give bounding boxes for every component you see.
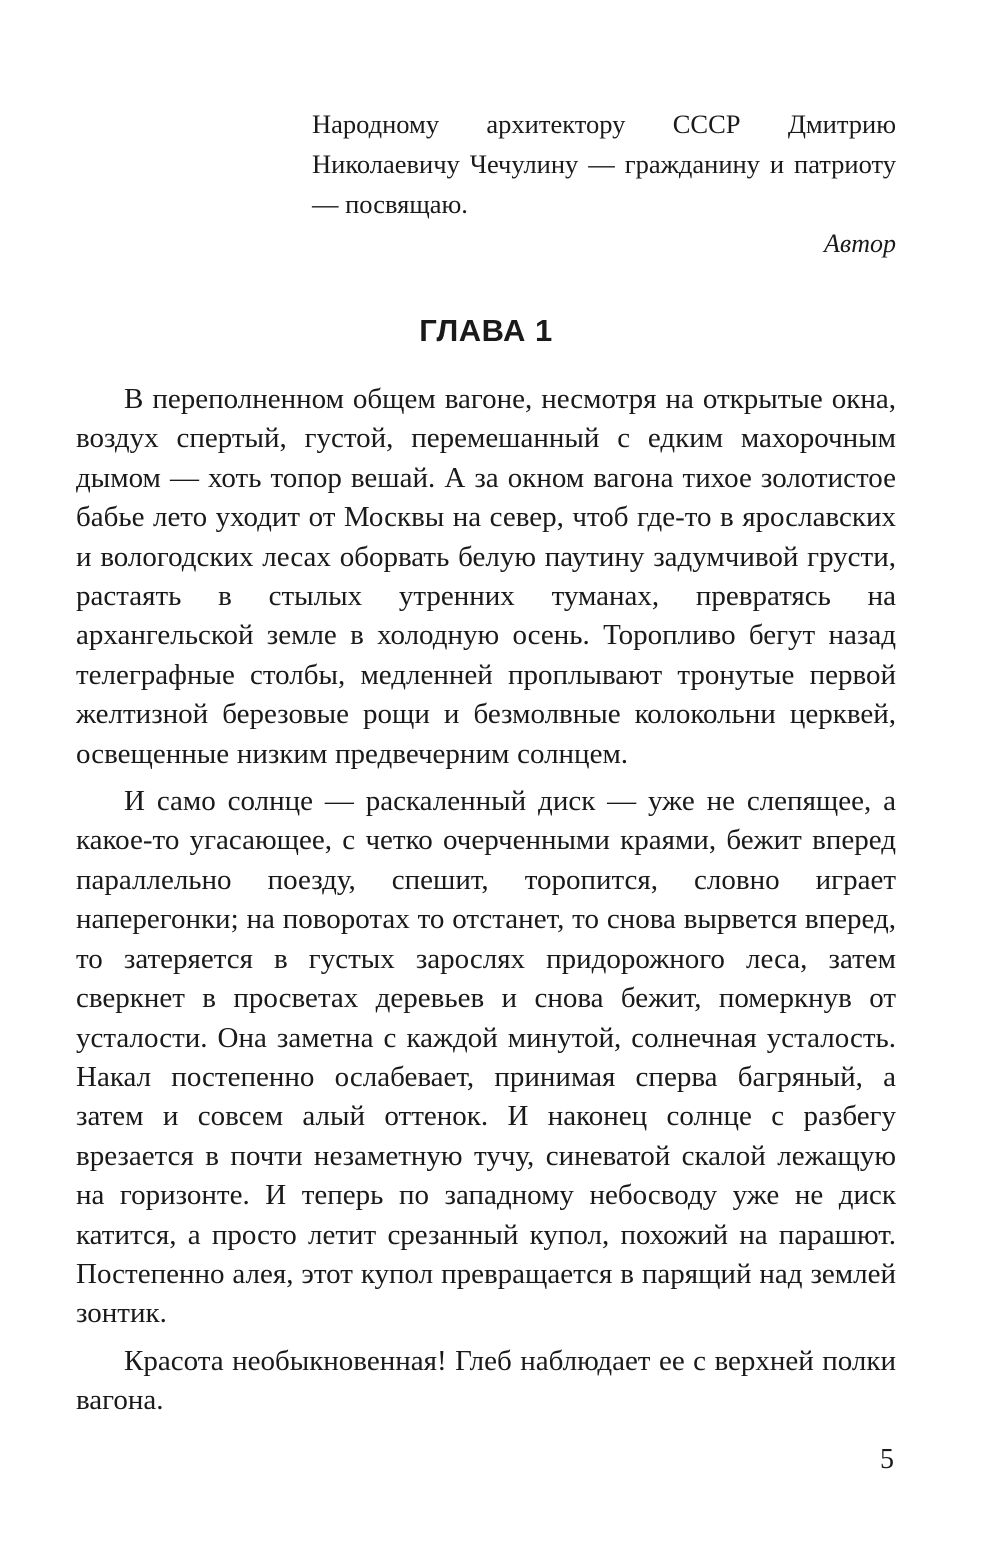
paragraph: Красота необыкновенная! Глеб наблюдает ее с верхней полки вагона. [76, 1344, 896, 1417]
dedication-signature: Автор [824, 229, 896, 258]
dedication-text: Народному архитектору СССР Дмитрию Николаевичу Чечулину — гражданину и патриоту — посвящаю. [312, 109, 896, 219]
paragraph: В переполненном общем вагоне, несмотря на открытые окна, воздух спертый, густой, перемешанный с едким махорочным дымом — хоть топор вешай. А за окном вагона тихое золотистое бабье лето уходит от Москвы на север, чтоб где-то в ярославских и вологодских лесах оборвать белую паутину задумчивой грусти, растаять в стылых утренних туманах, превратясь на архангельской земле в холодную осень. Торопливо бегут назад телеграфные столбы, медленней проплывают тронутые первой желтизной березовые рощи и безмолвные колокольни церквей, освещенные низким предвечерним солнцем. [76, 383, 896, 770]
chapter-title: ГЛАВА 1 [419, 313, 553, 348]
dedication [312, 104, 896, 224]
paragraph: И само солнце — раскаленный диск — уже не слепящее, а какое-то угасающее, с четко очерченными краями, бежит вперед параллельно поезду, спешит, торопится, словно играет наперегонки; на поворотах то отстанет, то снова вырвется вперед, то затеряется в густых зарослях придорожного леса, затем сверкнет в просветах деревьев и снова бежит, померкнув от усталости. Она заметна с каждой минутой, солнечная усталость. Накал постепенно ослабевает, принимая сперва багряный, а затем и совсем алый оттенок. И наконец солнце с разбегу врезается в почти незаметную тучу, синеватой скалой лежащую на горизонте. И теперь по западному небосводу уже не диск катится, а просто летит срезанный купол, похожий на парашют. Постепенно алея, этот купол превращается в парящий над землей зонтик. [76, 785, 896, 1330]
page-number: 5 [880, 1444, 894, 1475]
chapter-body [76, 380, 896, 1421]
